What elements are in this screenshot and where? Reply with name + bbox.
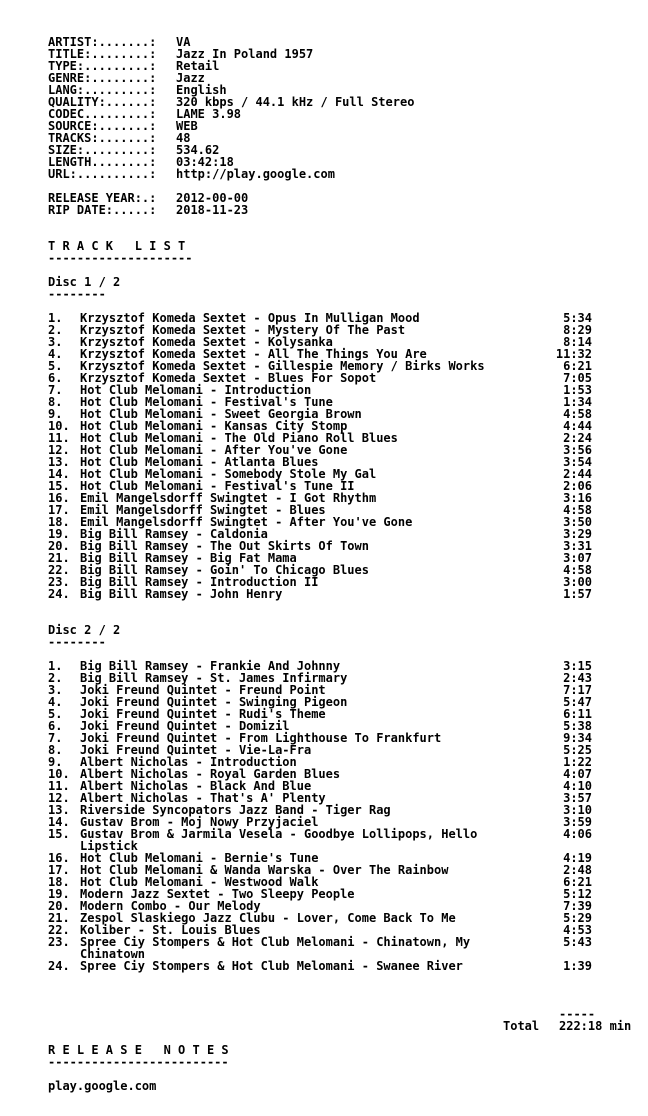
track-duration: 11:32 xyxy=(555,347,592,361)
track-title: Joki Freund Quintet - Domizil xyxy=(80,719,290,733)
track-duration: 3:54 xyxy=(563,455,592,469)
track-title: Krzysztof Komeda Sextet - All The Things You Are xyxy=(80,347,427,361)
track-duration: 4:07 xyxy=(563,767,592,781)
track-title: Big Bill Ramsey - Frankie And Johnny xyxy=(80,659,341,673)
track-number: 23. xyxy=(48,575,70,589)
release-notes-rule: ------------------------- xyxy=(48,1055,229,1069)
info-row xyxy=(48,204,644,216)
info-key: SOURCE:.......: xyxy=(48,119,157,133)
info-key: RIP DATE:.....: xyxy=(48,203,157,217)
disc-1-title: Disc 1 / 2 xyxy=(48,275,121,289)
track-number: 18. xyxy=(48,515,70,529)
track-title: Krzysztof Komeda Sextet - Blues For Sopot xyxy=(80,371,377,385)
track-number: 14. xyxy=(48,467,70,481)
track-number: 12. xyxy=(48,443,70,457)
track-duration: 3:50 xyxy=(563,515,592,529)
track-row xyxy=(48,960,644,972)
track-title: Spree Ciy Stompers & Hot Club Melomani - Chinatown, My xyxy=(80,935,471,949)
track-number: 22. xyxy=(48,563,70,577)
track-title: Joki Freund Quintet - Swinging Pigeon xyxy=(80,695,348,709)
track-duration: 5:47 xyxy=(563,695,592,709)
track-number: 1. xyxy=(48,659,63,673)
track-duration: 4:53 xyxy=(563,923,592,937)
info-value: 320 kbps / 44.1 kHz / Full Stereo xyxy=(176,95,415,109)
track-title: Hot Club Melomani & Wanda Warska - Over The Rainbow xyxy=(80,863,449,877)
track-duration: 1:22 xyxy=(563,755,592,769)
total-value: 222:18 min xyxy=(559,1019,632,1033)
track-number: 1. xyxy=(48,311,63,325)
track-number: 6. xyxy=(48,371,63,385)
track-title: Joki Freund Quintet - From Lighthouse To Frankfurt xyxy=(80,731,442,745)
track-number: 13. xyxy=(48,455,70,469)
info-value: 48 xyxy=(176,131,191,145)
track-number: 17. xyxy=(48,503,70,517)
track-number: 2. xyxy=(48,323,63,337)
track-duration: 3:56 xyxy=(563,443,592,457)
track-number: 4. xyxy=(48,695,63,709)
track-number: 11. xyxy=(48,779,70,793)
info-key: RELEASE YEAR:.: xyxy=(48,191,157,205)
track-title: Albert Nicholas - Black And Blue xyxy=(80,779,312,793)
track-number: 3. xyxy=(48,683,63,697)
track-duration: 6:21 xyxy=(563,875,592,889)
track-title: Krzysztof Komeda Sextet - Kolysanka xyxy=(80,335,333,349)
track-duration: 5:25 xyxy=(563,743,592,757)
track-number: 19. xyxy=(48,527,70,541)
info-key: CODEC.........: xyxy=(48,107,157,121)
track-duration: 1:53 xyxy=(563,383,592,397)
track-number: 14. xyxy=(48,815,70,829)
info-value: 2018-11-23 xyxy=(176,203,249,217)
track-duration: 5:34 xyxy=(563,311,592,325)
track-title: Albert Nicholas - Introduction xyxy=(80,755,297,769)
track-duration: 2:44 xyxy=(563,467,592,481)
info-key: TYPE:.........: xyxy=(48,59,157,73)
track-title: Modern Combo - Our Melody xyxy=(80,899,261,913)
track-duration: 2:43 xyxy=(563,671,592,685)
track-number: 20. xyxy=(48,539,70,553)
track-number: 15. xyxy=(48,827,70,841)
total-line xyxy=(48,1020,644,1032)
track-title: Hot Club Melomani - The Old Piano Roll Blues xyxy=(80,431,398,445)
release-info xyxy=(48,36,644,180)
track-title: Joki Freund Quintet - Rudi's Theme xyxy=(80,707,326,721)
track-title: Big Bill Ramsey - Big Fat Mama xyxy=(80,551,297,565)
track-duration: 3:29 xyxy=(563,527,592,541)
track-title: Gustav Brom & Jarmila Vesela - Goodbye Lollipops, Hello xyxy=(80,827,478,841)
track-duration: 9:34 xyxy=(563,731,592,745)
track-title: Hot Club Melomani - Sweet Georgia Brown xyxy=(80,407,362,421)
track-number: 21. xyxy=(48,911,70,925)
disc-2-rule: -------- xyxy=(48,635,106,649)
release-notes-heading: R E L E A S E N O T E S xyxy=(48,1043,229,1057)
track-duration: 3:00 xyxy=(563,575,592,589)
info-key: LANG:.........: xyxy=(48,83,157,97)
info-value: 03:42:18 xyxy=(176,155,234,169)
track-title: Koliber - St. Louis Blues xyxy=(80,923,261,937)
release-dates xyxy=(48,192,644,216)
track-duration: 5:43 xyxy=(563,935,592,949)
info-key: LENGTH........: xyxy=(48,155,157,169)
track-title: Modern Jazz Sextet - Two Sleepy People xyxy=(80,887,355,901)
track-duration: 1:34 xyxy=(563,395,592,409)
track-number: 24. xyxy=(48,587,70,601)
info-value: VA xyxy=(176,35,191,49)
track-number: 12. xyxy=(48,791,70,805)
track-number: 2. xyxy=(48,671,63,685)
track-title: Big Bill Ramsey - The Out Skirts Of Town xyxy=(80,539,369,553)
track-duration: 3:57 xyxy=(563,791,592,805)
track-duration: 1:57 xyxy=(563,587,592,601)
track-title: Big Bill Ramsey - Goin' To Chicago Blues xyxy=(80,563,369,577)
track-number: 7. xyxy=(48,383,63,397)
info-key: TRACKS:.......: xyxy=(48,131,157,145)
track-title: Hot Club Melomani - Introduction xyxy=(80,383,312,397)
info-key: GENRE:........: xyxy=(48,71,157,85)
track-number: 23. xyxy=(48,935,70,949)
info-value: 2012-00-00 xyxy=(176,191,249,205)
info-value: 534.62 xyxy=(176,143,220,157)
track-title: Gustav Brom - Moj Nowy Przyjaciel xyxy=(80,815,319,829)
track-title: Zespol Slaskiego Jazz Clubu - Lover, Come Back To Me xyxy=(80,911,456,925)
track-title: Hot Club Melomani - After You've Gone xyxy=(80,443,348,457)
release-notes-text: play.google.com xyxy=(48,1079,157,1093)
track-title: Hot Club Melomani - Bernie's Tune xyxy=(80,851,319,865)
track-number: 8. xyxy=(48,743,63,757)
track-number: 21. xyxy=(48,551,70,565)
info-key: QUALITY:......: xyxy=(48,95,157,109)
track-duration: 8:29 xyxy=(563,323,592,337)
info-value: WEB xyxy=(176,119,198,133)
track-title: Big Bill Ramsey - St. James Infirmary xyxy=(80,671,348,685)
track-duration: 6:21 xyxy=(563,359,592,373)
track-duration: 3:10 xyxy=(563,803,592,817)
track-duration: 4:58 xyxy=(563,563,592,577)
track-number: 19. xyxy=(48,887,70,901)
track-number: 7. xyxy=(48,731,63,745)
total-label: Total xyxy=(503,1019,540,1033)
total-rule: ----- xyxy=(559,1007,596,1021)
track-number: 10. xyxy=(48,767,70,781)
track-title: Big Bill Ramsey - John Henry xyxy=(80,587,283,601)
track-title: Albert Nicholas - That's A' Plenty xyxy=(80,791,326,805)
track-duration: 3:59 xyxy=(563,815,592,829)
tracklist-heading: T R A C K L I S T xyxy=(48,239,186,253)
track-duration: 7:39 xyxy=(563,899,592,913)
info-key: URL:..........: xyxy=(48,167,157,181)
track-number: 3. xyxy=(48,335,63,349)
track-duration: 4:19 xyxy=(563,851,592,865)
track-title: Big Bill Ramsey - Caldonia xyxy=(80,527,268,541)
track-title: Hot Club Melomani - Kansas City Stomp xyxy=(80,419,348,433)
track-title: Spree Ciy Stompers & Hot Club Melomani - Swanee River xyxy=(80,959,463,973)
track-title: Joki Freund Quintet - Vie-La-Fra xyxy=(80,743,312,757)
track-row xyxy=(48,588,644,600)
track-number: 9. xyxy=(48,755,63,769)
track-title: Krzysztof Komeda Sextet - Gillespie Memory / Birks Works xyxy=(80,359,485,373)
track-duration: 4:58 xyxy=(563,503,592,517)
track-title-continuation: Chinatown xyxy=(80,947,146,961)
track-number: 16. xyxy=(48,851,70,865)
track-duration: 4:10 xyxy=(563,779,592,793)
track-number: 5. xyxy=(48,707,63,721)
nfo-document xyxy=(48,36,644,1092)
track-title: Krzysztof Komeda Sextet - Opus In Mulligan Mood xyxy=(80,311,420,325)
track-number: 15. xyxy=(48,479,70,493)
disc-2-tracklist xyxy=(48,660,644,972)
track-title: Emil Mangelsdorff Swingtet - Blues xyxy=(80,503,326,517)
disc-2-title: Disc 2 / 2 xyxy=(48,623,121,637)
track-duration: 4:58 xyxy=(563,407,592,421)
info-key: ARTIST:.......: xyxy=(48,35,157,49)
track-duration: 8:14 xyxy=(563,335,592,349)
info-row xyxy=(48,168,644,180)
track-duration: 5:29 xyxy=(563,911,592,925)
track-number: 18. xyxy=(48,875,70,889)
track-number: 4. xyxy=(48,347,63,361)
info-value: LAME 3.98 xyxy=(176,107,242,121)
info-value: English xyxy=(176,83,227,97)
total-rule-line xyxy=(48,1008,644,1020)
track-number: 8. xyxy=(48,395,63,409)
disc-1-rule: -------- xyxy=(48,287,106,301)
track-title: Hot Club Melomani - Festival's Tune II xyxy=(80,479,355,493)
info-key: TITLE:........: xyxy=(48,47,157,61)
track-number: 11. xyxy=(48,431,70,445)
track-duration: 5:38 xyxy=(563,719,592,733)
track-title: Hot Club Melomani - Westwood Walk xyxy=(80,875,319,889)
track-duration: 3:07 xyxy=(563,551,592,565)
track-title: Hot Club Melomani - Festival's Tune xyxy=(80,395,333,409)
tracklist-rule: -------------------- xyxy=(48,251,193,265)
track-number: 24. xyxy=(48,959,70,973)
track-title: Hot Club Melomani - Somebody Stole My Gal xyxy=(80,467,377,481)
track-title: Albert Nicholas - Royal Garden Blues xyxy=(80,767,341,781)
track-number: 9. xyxy=(48,407,63,421)
track-title: Krzysztof Komeda Sextet - Mystery Of The Past xyxy=(80,323,406,337)
track-duration: 7:05 xyxy=(563,371,592,385)
track-duration: 2:06 xyxy=(563,479,592,493)
track-duration: 1:39 xyxy=(563,959,592,973)
track-duration: 2:24 xyxy=(563,431,592,445)
track-number: 20. xyxy=(48,899,70,913)
info-key: SIZE:.........: xyxy=(48,143,157,157)
track-duration: 4:06 xyxy=(563,827,592,841)
track-number: 10. xyxy=(48,419,70,433)
track-duration: 5:12 xyxy=(563,887,592,901)
track-duration: 3:16 xyxy=(563,491,592,505)
info-value: http://play.google.com xyxy=(176,167,335,181)
track-title: Emil Mangelsdorff Swingtet - I Got Rhythm xyxy=(80,491,377,505)
track-title-continuation: Lipstick xyxy=(80,839,138,853)
track-title: Riverside Syncopators Jazz Band - Tiger Rag xyxy=(80,803,391,817)
track-duration: 2:48 xyxy=(563,863,592,877)
track-title: Joki Freund Quintet - Freund Point xyxy=(80,683,326,697)
track-number: 5. xyxy=(48,359,63,373)
track-title: Emil Mangelsdorff Swingtet - After You've Gone xyxy=(80,515,413,529)
info-value: Retail xyxy=(176,59,220,73)
track-duration: 3:31 xyxy=(563,539,592,553)
info-value: Jazz In Poland 1957 xyxy=(176,47,314,61)
track-duration: 7:17 xyxy=(563,683,592,697)
track-number: 22. xyxy=(48,923,70,937)
track-number: 6. xyxy=(48,719,63,733)
track-title: Hot Club Melomani - Atlanta Blues xyxy=(80,455,319,469)
track-duration: 4:44 xyxy=(563,419,592,433)
track-number: 17. xyxy=(48,863,70,877)
info-value: Jazz xyxy=(176,71,205,85)
track-duration: 6:11 xyxy=(563,707,592,721)
disc-1-tracklist xyxy=(48,312,644,600)
track-number: 13. xyxy=(48,803,70,817)
track-duration: 3:15 xyxy=(563,659,592,673)
track-title: Big Bill Ramsey - Introduction II xyxy=(80,575,319,589)
track-number: 16. xyxy=(48,491,70,505)
